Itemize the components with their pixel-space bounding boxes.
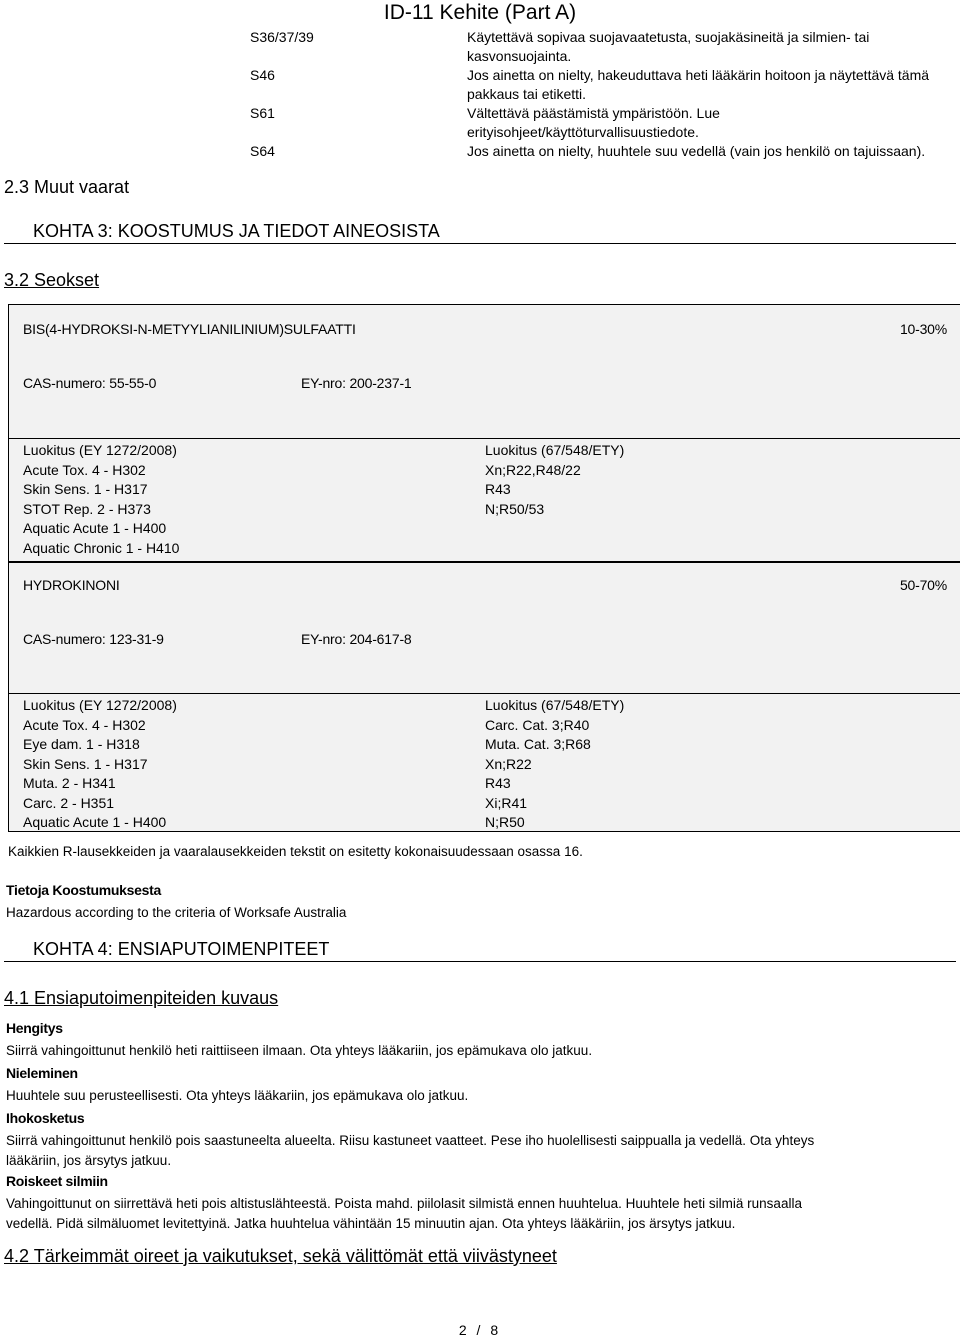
- document-title: ID-11 Kehite (Part A): [383, 1, 577, 24]
- section-4-title: KOHTA 4: ENSIAPUTOIMENPITEET: [4, 937, 956, 962]
- phrase-text: Käytettävä sopivaa suojavaatetusta, suojakäsineitä ja silmien- tai kasvonsuojainta.: [467, 29, 870, 64]
- substance-percent: 50-70%: [899, 577, 947, 593]
- cas-number: CAS-numero: 123-31-9: [23, 631, 164, 647]
- dsd-classification: Luokitus (67/548/ETY) Xn;R22,R48/22 R43 N;R50/53: [485, 442, 625, 517]
- divider: [8, 693, 960, 694]
- phrase-code: S64: [250, 143, 275, 159]
- phrase-code: S36/37/39: [250, 29, 314, 45]
- first-aid-heading: 4.1 Ensiaputoimenpiteiden kuvaus: [4, 988, 279, 1008]
- ingestion-text: Huuhtele suu perusteellisesti. Ota yhteys lääkariin, jos epämukava olo jatkuu.: [6, 1088, 469, 1103]
- inhalation-label: Hengitys: [6, 1020, 63, 1036]
- inhalation-text: Siirrä vahingoittunut henkilö heti raittiiseen ilmaan. Ota yhteys lääkariin, jos epämukava olo jatkuu.: [6, 1043, 593, 1058]
- symptoms-heading: 4.2 Tärkeimmät oireet ja vaikutukset, sekä välittömät että viivästyneet: [4, 1246, 557, 1266]
- phrase-text: Jos ainetta on nielty, huuhtele suu vedellä (vain jos henkilö on tajuissaan).: [467, 143, 926, 159]
- mixtures-heading: 3.2 Seokset: [4, 270, 100, 290]
- substance-percent: 10-30%: [899, 321, 947, 337]
- phrase-text: Jos ainetta on nielty, hakeuduttava heti lääkärin hoitoon ja näytettävä tämä pakkaus tai etiketti.: [467, 67, 930, 102]
- substance-name: BIS(4-HYDROKSI-N-METYYLIANILINIUM)SULFAATTI: [23, 321, 356, 337]
- other-hazards-heading: 2.3 Muut vaarat: [4, 177, 130, 197]
- clp-classification: Luokitus (EY 1272/2008) Acute Tox. 4 - H302 Skin Sens. 1 - H317 STOT Rep. 2 - H373 Aquatic Acute 1 - H400 Aquatic Chronic 1 - H410: [23, 442, 180, 556]
- cas-number: CAS-numero: 55-55-0: [23, 375, 157, 391]
- dsd-classification: Luokitus (67/548/ETY) Carc. Cat. 3;R40 Muta. Cat. 3;R68 Xn;R22 R43 Xi;R41 N;R50: [485, 697, 625, 830]
- phrase-text: Vältettävä päästämistä ympäristöön. Lue erityisohjeet/käyttöturvallisuustiedote.: [467, 105, 720, 140]
- ec-number: EY-nro: 200-237-1: [301, 375, 412, 391]
- composition-info-text: Hazardous according to the criteria of Worksafe Australia: [6, 905, 347, 920]
- divider: [8, 438, 960, 439]
- skin-contact-label: Ihokosketus: [6, 1110, 85, 1126]
- page-number: 2 / 8: [458, 1322, 502, 1338]
- skin-contact-text: Siirrä vahingoittunut henkilö pois saastuneelta alueelta. Riisu kastuneet vaatteet. Pese iho huolellisesti saippualla ja vedellä. Ota yhteys lääkäriin, jos ärsytys jatkuu.: [6, 1133, 815, 1168]
- clp-classification: Luokitus (EY 1272/2008) Acute Tox. 4 - H302 Eye dam. 1 - H318 Skin Sens. 1 - H317 Muta. 2 - H341 Carc. 2 - H351 Aquatic Acute 1 - H400: [23, 697, 177, 830]
- full-text-note: Kaikkien R-lausekkeiden ja vaaralausekkeiden tekstit on esitetty kokonaisuudessaan osassa 16.: [8, 844, 583, 859]
- composition-info-label: Tietoja Koostumuksesta: [6, 882, 161, 898]
- eye-contact-label: Roiskeet silmiin: [6, 1173, 108, 1189]
- section-3-title: KOHTA 3: KOOSTUMUS JA TIEDOT AINEOSISTA: [4, 219, 956, 244]
- phrase-code: S46: [250, 67, 275, 83]
- ec-number: EY-nro: 204-617-8: [301, 631, 412, 647]
- phrase-code: S61: [250, 105, 275, 121]
- eye-contact-text: Vahingoittunut on siirrettävä heti pois altistuslähteestä. Poista mahd. piilolasit silmistä ennen huuhtelua. Huuhtele heti silmiä runsaalla vedellä. Pidä silmäluomet levitettyinä. Jatka huuhtelua vähintään 15 minuutin ajan. Ota yhteys lääkäriin, jos ärsytys jatkuu.: [6, 1196, 802, 1231]
- ingestion-label: Nieleminen: [6, 1065, 78, 1081]
- substance-name: HYDROKINONI: [23, 577, 120, 593]
